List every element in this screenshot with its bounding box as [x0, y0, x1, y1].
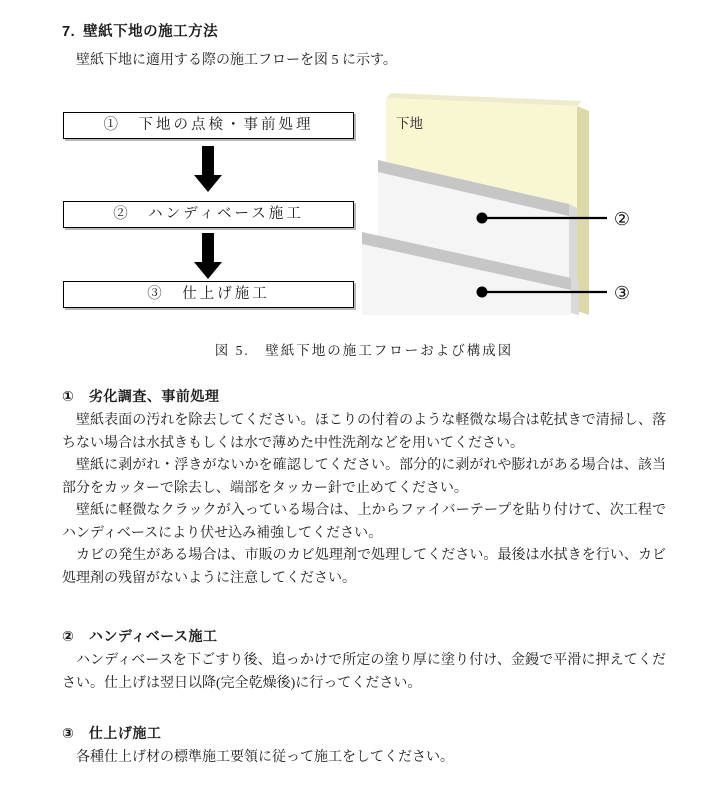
- paragraph: カビの発生がある場合は、市販のカビ処理剤で処理してください。最後は水拭きを行い、カビ処理剤の残留がないように注意してください。: [62, 548, 666, 586]
- flow-arrow-down-icon: [194, 146, 222, 192]
- callout-3-dot: [477, 286, 488, 297]
- section-heading: ② ハンディベース施工: [62, 628, 218, 644]
- layer-structure-diagram: [358, 85, 643, 320]
- arrow-head: [194, 262, 222, 279]
- figure-5: [62, 111, 666, 326]
- callout-2-label: ②: [613, 208, 631, 229]
- paragraph: 壁紙に軽微なクラックが入っている場合は、上からファイバーテープを貼り付けて、次工程でハンディベースにより伏せ込み補強してください。: [62, 503, 666, 541]
- flow-step-2-box: ② ハンディベース施工: [63, 201, 354, 228]
- paragraph: 壁紙に剥がれ・浮きがないかを確認してください。部分的に剥がれや膨れがある場合は、該当部分をカッターで除去し、端部をタッカー針で止めてください。: [62, 458, 666, 496]
- heading-number: 7.: [62, 24, 76, 40]
- paragraph: 各種仕上げ材の標準施工要領に従って施工をしてください。: [76, 750, 454, 765]
- section-finish-construction: [62, 723, 666, 770]
- layer3-side-face: [571, 278, 579, 315]
- flow-arrow-down-icon: [194, 233, 222, 279]
- substrate-label: 下地: [396, 115, 423, 131]
- callout-3-label: ③: [613, 282, 631, 303]
- page-title: [62, 22, 666, 42]
- arrow-head: [194, 175, 222, 192]
- figure-caption: 図 5. 壁紙下地の施工フローおよび構成図: [214, 342, 514, 358]
- heading-text: 壁紙下地の施工方法: [83, 24, 219, 40]
- arrow-shaft: [202, 146, 214, 175]
- arrow-shaft: [202, 233, 214, 262]
- layer2-side-face: [569, 204, 577, 283]
- section-deterioration-survey: [62, 386, 666, 590]
- callout-2-dot: [477, 212, 488, 223]
- section-heading: ① 劣化調査、事前処理: [62, 388, 220, 404]
- section-handybase-construction: [62, 626, 666, 695]
- section-heading: ③ 仕上げ施工: [62, 725, 162, 741]
- paragraph: ハンディベースを下ごすり後、追っかけで所定の塗り厚に塗り付け、金鏝で平滑に押えてください。仕上げは翌日以降(完全乾燥後)に行ってください。: [62, 653, 666, 691]
- flow-step-3-box: ③ 仕上げ施工: [63, 281, 354, 308]
- intro-text: 壁紙下地に適用する際の施工フローを図 5 に示す。: [76, 53, 397, 68]
- paragraph: 壁紙表面の汚れを除去してください。ほこりの付着のような軽微な場合は乾拭きで清掃し、落ちない場合は水拭きもしくは水で薄めた中性洗剤などを用いてください。: [62, 413, 666, 451]
- flow-step-1-box: ① 下地の点検・事前処理: [63, 112, 354, 139]
